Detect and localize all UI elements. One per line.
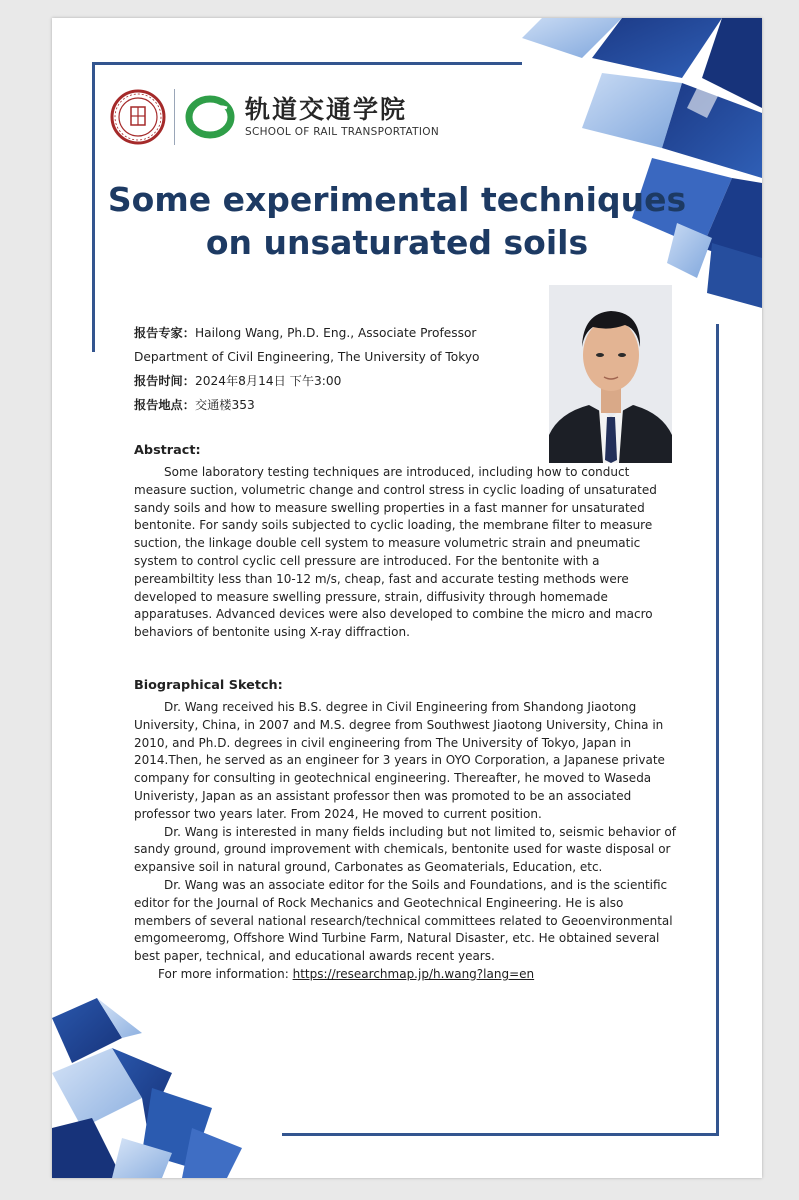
time-value: 2024年8月14日 下午3:00	[194, 374, 342, 388]
time-row	[134, 369, 544, 393]
location-row	[134, 393, 544, 417]
frame-line-right	[716, 324, 719, 1134]
bio-body	[134, 699, 678, 984]
speaker-label: 报告专家：	[134, 326, 195, 340]
abstract-text: Some laboratory testing techniques are introduced, including how to conduct measure suction, volumetric change and control stress in cyclic loading of unsaturated sandy soils and how to measure swelling properties in a fast manner for unsaturated bentonite. For sandy soils subjected to cyclic loading, the membrane filter to measure suction, the linkage double cell system to measure volumetric strain and pneumatic system to control cyclic cell pressure are introduced. For the bentonite with a pereambiltity less than 10-12 m/s, cheap, fast and accurate testing methods were developed to measure swelling pressure, strain, diffusivity through homemade apparatuses. Advanced devices were also developed to combine the micro and macro behaviors of bentonite using X-ray diffraction.	[134, 465, 657, 640]
frame-line-top	[92, 62, 522, 65]
page-title	[92, 178, 702, 264]
location-label: 报告地点：	[134, 398, 195, 412]
school-logo	[110, 82, 439, 152]
location-value: 交通楼353	[194, 398, 255, 412]
more-info-label: For more information:	[158, 966, 289, 981]
green-ring-logo-icon	[185, 94, 235, 140]
speaker-affiliation: Department of Civil Engineering, The University of Tokyo	[134, 350, 480, 364]
abstract-heading: Abstract:	[134, 443, 201, 458]
researchmap-link[interactable]: https://researchmap.jp/h.wang?lang=en	[292, 966, 535, 981]
bio-paragraph-1: Dr. Wang received his B.S. degree in Civil Engineering from Shandong Jiaotong University, China, in 2007 and M.S. degree from Southwest Jiaotong University, China in 2010, and Ph.D. degrees in civil engineering from The University of Tokyo, Japan in 2014.Then, he served as an engineer for 3 years in OYO Corporation, a Japanese private company for consulting in geotechnical engineering. Thereafter, he moved to Waseda Univeristy, Japan as an assistant professor then was promoted to be an associated professor two years later. From 2024, He moved to current position.	[134, 700, 665, 821]
speaker-portrait-icon	[549, 285, 672, 463]
abstract-body	[134, 464, 678, 642]
speaker-name: Hailong Wang, Ph.D. Eng., Associate Professor	[194, 326, 477, 340]
title-line-2: on unsaturated soils	[205, 223, 589, 262]
university-seal-icon	[110, 89, 166, 145]
time-label: 报告时间：	[134, 374, 195, 388]
decorative-cubes-bottom-left	[52, 978, 282, 1178]
speaker-row	[134, 321, 544, 345]
logo-divider	[174, 89, 175, 145]
talk-info	[134, 321, 544, 417]
frame-line-bottom	[282, 1133, 719, 1136]
school-name-cn: 轨道交通学院	[245, 95, 408, 124]
more-info-line	[134, 966, 678, 984]
bio-paragraph-3: Dr. Wang was an associate editor for the Soils and Foundations, and is the scientific editor for the Journal of Rock Mechanics and Geotechnical Engineering. He is also members of several national research/technical committees related to Geoenvironmental emgomeeromg, Offshore Wind Turbine Farm, Natural Disaster, etc. He obtained several best paper, technical, and educational awards recent years.	[134, 877, 673, 964]
school-name-en: SCHOOL OF RAIL TRANSPORTATION	[245, 126, 439, 138]
bio-heading: Biographical Sketch:	[134, 678, 283, 693]
bio-paragraph-2: Dr. Wang is interested in many fields including but not limited to, seismic behavior of sandy ground, ground improvement with chemicals, bentonite used for waste disposal or expansive soil in natural ground, Carbonates as Geomaterials, Education, etc.	[134, 824, 676, 875]
poster	[52, 18, 762, 1178]
decorative-cubes-top-right	[472, 18, 762, 308]
title-line-1: Some experimental techniques	[107, 180, 687, 219]
